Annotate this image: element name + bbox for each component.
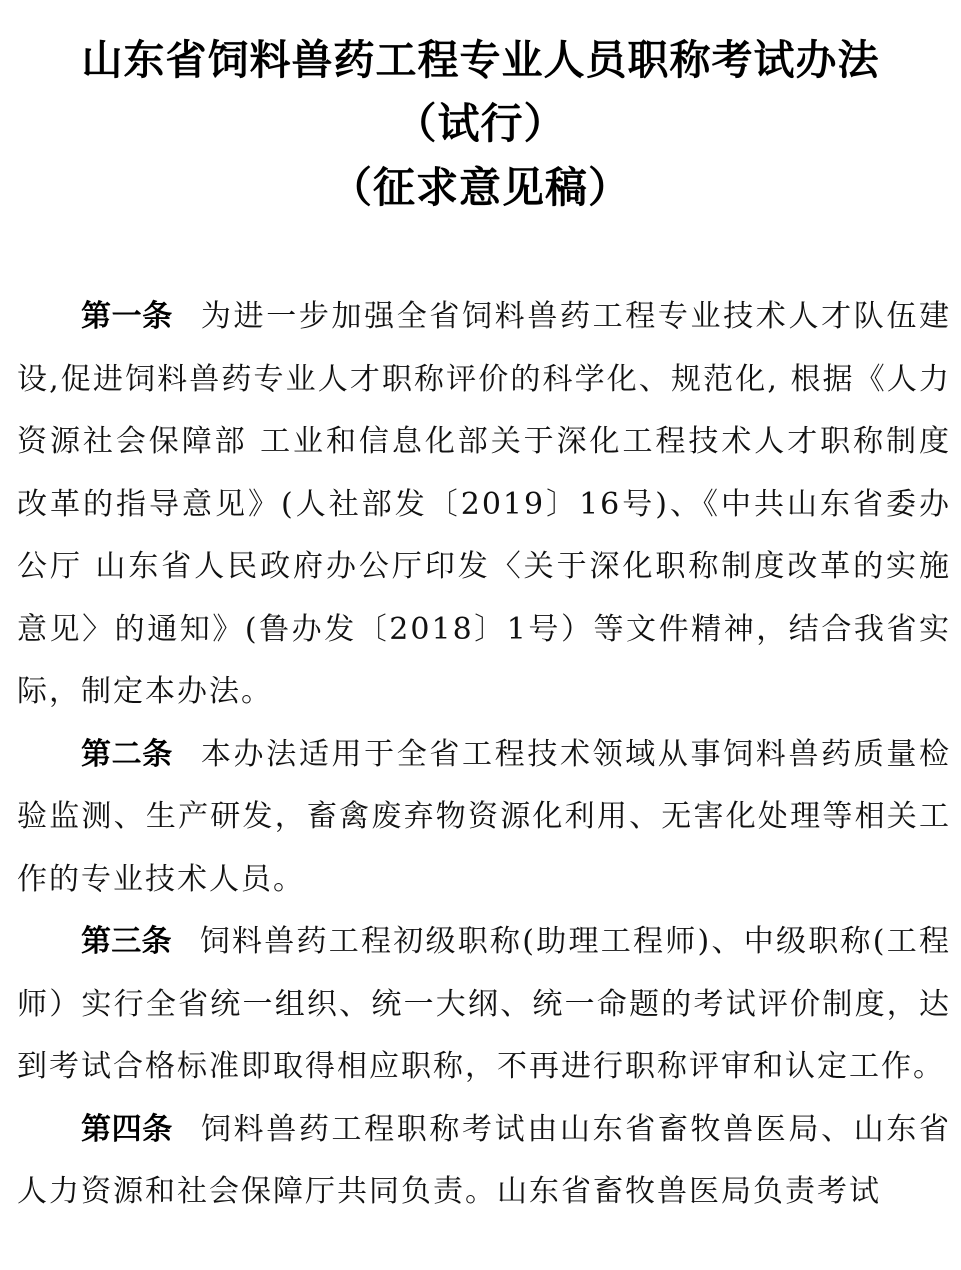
article-4: [17, 1099, 951, 1224]
article-3-text: 饲料兽药工程初级职称(助理工程师)、中级职称(工程师）实行全省统一组织、统一大纲、统一命题的考试评价制度，达到考试合格标准即取得相应职称，不再进行职称评审和认定工作。: [17, 924, 951, 1084]
article-4-label: 第四条: [81, 1111, 173, 1147]
article-3-label: 第三条: [81, 924, 172, 959]
article-1-text: 为进一步加强全省饲料兽药工程专业技术人才队伍建设,促进饲料兽药专业人才职称评价的科学化、规范化, 根据《人力资源社会保障部 工业和信息化部关于深化工程技术人才职称制度改革的指导意见》(人社部发〔2019〕16号)、《中共山东省委办公厅 山东省人民政府办公厅印发〈关于深化职称制度改革的实施意见〉的通知》(鲁办发〔2018〕1号）等文件精神，结合我省实际，制定本办法。: [17, 299, 952, 709]
title-main: 山东省饲料兽药工程专业人员职称考试办法: [81, 36, 880, 84]
title-draft-for-comment: （征求意见稿）: [329, 163, 631, 212]
article-2: [17, 724, 951, 912]
document-body: [17, 286, 951, 1224]
article-4-text: 饲料兽药工程职称考试由山东省畜牧兽医局、山东省人力资源和社会保障厅共同负责。山东省畜牧兽医局负责考试: [17, 1111, 952, 1209]
article-1: [17, 286, 951, 724]
title-trial: （试行）: [394, 99, 567, 148]
article-2-text: 本办法适用于全省工程技术领域从事饲料兽药质量检验监测、生产研发，畜禽废弃物资源化利用、无害化处理等相关工作的专业技术人员。: [17, 736, 952, 897]
article-3: [17, 911, 951, 1099]
document-title: [0, 28, 961, 220]
article-1-label: 第一条: [81, 299, 173, 334]
article-2-label: 第二条: [81, 736, 173, 772]
